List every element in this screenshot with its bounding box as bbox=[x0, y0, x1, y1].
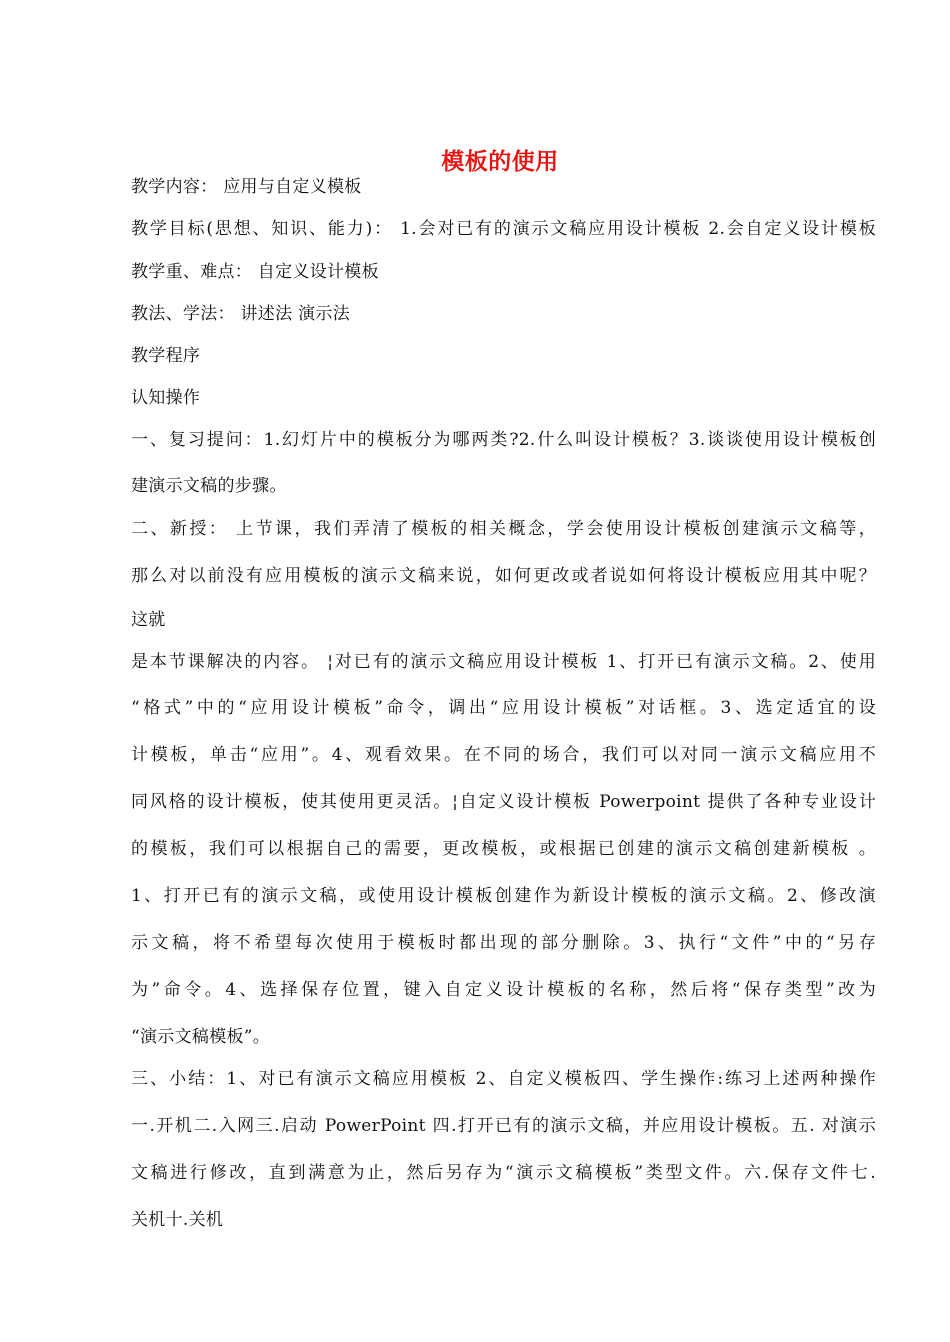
line-steps-2: 文稿进行修改，直到满意为止，然后另存为“演示文稿模板”类型文件。六.保存文件七. bbox=[131, 1163, 876, 1183]
line-body-7: 示文稿，将不希望每次使用于模板时都出现的部分删除。3、执行“文件”中的“另存 bbox=[131, 933, 876, 953]
line-key-points: 教学重、难点： 自定义设计模板 bbox=[131, 262, 379, 282]
line-steps-3: 关机十.关机 bbox=[131, 1210, 224, 1230]
line-new-2: 那么对以前没有应用模板的演示文稿来说，如何更改或者说如何将设计模板应用其中呢？ bbox=[131, 566, 876, 586]
line-methods: 教法、学法： 讲述法 演示法 bbox=[131, 304, 351, 324]
line-body-6: 1、打开已有的演示文稿，或使用设计模板创建作为新设计模板的演示文稿。2、修改演 bbox=[131, 886, 876, 906]
line-body-4: 同风格的设计模板，使其使用更灵活。¦自定义设计模板 Powerpoint 提供了各种专业设计 bbox=[131, 792, 876, 812]
line-procedure: 教学程序 bbox=[131, 346, 201, 366]
line-body-1: 是本节课解决的内容。 ¦对已有的演示文稿应用设计模板 1、打开已有演示文稿。2、使用 bbox=[131, 652, 876, 672]
line-body-2: “格式”中的“应用设计模板”命令，调出“应用设计模板”对话框。3、选定适宜的设 bbox=[131, 698, 876, 718]
line-new-3: 这就 bbox=[131, 610, 166, 630]
line-body-8: 为”命令。4、选择保存位置，键入自定义设计模板的名称，然后将“保存类型”改为 bbox=[131, 980, 876, 1000]
line-body-5: 的模板，我们可以根据自己的需要，更改模板，或根据已创建的演示文稿创建新模板 。 bbox=[131, 839, 876, 859]
line-new-1: 二、新授： 上节课，我们弄清了模板的相关概念，学会使用设计模板创建演示文稿等， bbox=[131, 519, 876, 539]
page-title: 模板的使用 bbox=[441, 149, 559, 175]
line-steps-1: 一.开机二.入网三.启动 PowerPoint 四.打开已有的演示文稿，并应用设计模板。五. 对演示 bbox=[131, 1116, 876, 1136]
line-teaching-content: 教学内容： 应用与自定义模板 bbox=[131, 177, 362, 197]
line-body-3: 计模板，单击“应用”。4、观看效果。在不同的场合，我们可以对同一演示文稿应用不 bbox=[131, 745, 876, 765]
line-summary: 三、小结：1、对已有演示文稿应用模板 2、自定义模板四、学生操作:练习上述两种操作 bbox=[131, 1069, 876, 1089]
line-body-9: “演示文稿模板”。 bbox=[131, 1027, 271, 1047]
line-review-2: 建演示文稿的步骤。 bbox=[131, 476, 287, 496]
line-review-1: 一、复习提问：1.幻灯片中的模板分为哪两类?2.什么叫设计模板？3.谈谈使用设计模板创 bbox=[131, 430, 876, 450]
line-cognition: 认知操作 bbox=[131, 388, 201, 408]
line-teaching-goals: 教学目标(思想、知识、能力)： 1.会对已有的演示文稿应用设计模板 2.会自定义设计模板 bbox=[131, 219, 876, 239]
